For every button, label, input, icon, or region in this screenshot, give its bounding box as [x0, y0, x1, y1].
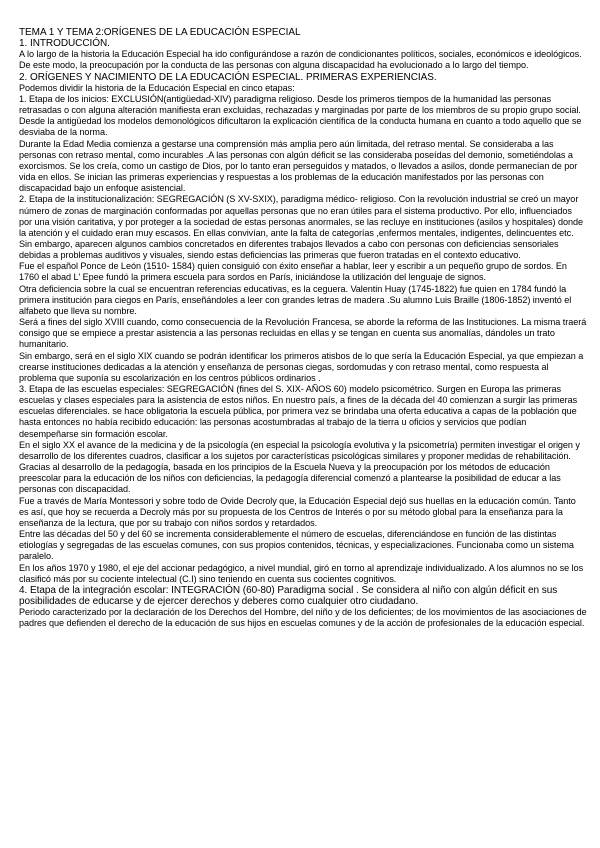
stage-3-montessori-paragraph: Fue a través de María Montessori y sobre todo de Ovide Decroly que, la Educación Especial dejó sus huellas en la educación común. Tanto es así, que hoy se recuerda a Decroly más por su propuesta de los Centros de Interés o por su método global para la enseñanza para la enseñanza de la lectura, que por su trabajo con niños sordos y retardados. [19, 495, 576, 528]
stage-2-ponce-paragraph: Fue el español Ponce de León (1510- 1584) quien consiguió con éxito enseñar a hablar, leer y escribir a un pequeño grupo de sordos. En 1760 el abad L' Epee fundó la primera escuela para sordos en París, iniciándose la utilización del lenguaje de signos. [19, 261, 567, 283]
stage-3-pedagogy-paragraph: Gracias al desarrollo de la pedagogía, basada en los principios de la Escuela Nueva y la preocupación por los métodos de educación preescolar para la educación de los niños con deficiencias, la pedagogía diferencial comenzó a plantearse la posibilidad de educar a las personas con discapacidad. [19, 462, 561, 495]
stage-3-1970-paragraph: En los años 1970 y 1980, el eje del accionar pedagógico, a nivel mundial, giró en torno al aprendizaje individualizado. A los alumnos no se los clasificó más por su cociente intelectual (C.I) sino teniendo en cuenta sus cocientes cognitivos. [19, 562, 584, 584]
section-2-heading: 2. ORÍGENES Y NACIMIENTO DE LA EDUCACIÓN ESPECIAL. PRIMERAS EXPERIENCIAS. [19, 71, 437, 83]
stage-2-paragraph: 2. Etapa de la institucionalización: SEGREGACIÓN (S XV-SXIX), paradigma médico- religioso. Con la revolución industrial se creó un mayor número de zonas de marginación conformadas por aquellas personas que no eran útiles para el sistema productivo. Por ello, influenciados por una visión caritativa, y por proteger a la sociedad de estas personas anormales, se las recluye en instituciones (asilos y hospitales) donde la atención y el cuidado eran muy escasos. En ellas convivían, ante la falta de categorías ,enfermos mentales, indigentes, delincuentes etc. Sin embargo, aparecen algunos cambios concretados en diferentes trabajos llevados a cabo con personas con deficiencias sensoriales debidas a problemas auditivos y visuales, siendo estas deficiencias las primeras que fueron tratadas en el contexto educativo. [19, 194, 583, 261]
stage-4-rights-paragraph: Periodo caracterizado por la declaración de los Derechos del Hombre, del niño y de los deficientes; de los movimientos de las asociaciones de padres que defienden el derecho de la educación de sus hijos en escuelas comunes y de la acción de profesionales de la educación especial. [19, 607, 587, 629]
document-page [19, 27, 587, 629]
stage-4-paragraph: 4. Etapa de la integración escolar: INTEGRACIÓN (60-80) Paradigma social . Se considera al niño con algún déficit en sus posibilidades de educarse y de ejercer derechos y deberes como cualquier otro ciudadano. [19, 584, 558, 607]
section-2-intro: Podemos dividir la historia de la Educación Especial en cinco etapas: [19, 82, 295, 93]
stage-3-xx-paragraph: En el siglo XX el avance de la medicina y de la psicología (en especial la psicología evolutiva y la psicometría) permiten investigar el origen y desarrollo de los diferentes cuadros, clasificar a los sujetos por características psicológicas similares y proponer medidas de rehabilitación. [19, 439, 580, 461]
stage-3-decades-paragraph: Entre las décadas del 50 y del 60 se incrementa considerablemente el número de escuelas, diferenciándose en función de las distintas etiologías y segregadas de las escuelas comunes, con sus propios contenidos, técnicas, y especializaciones. Funcionaba como un sistema paralelo. [19, 529, 574, 562]
stage-3-paragraph: 3. Etapa de las escuelas especiales: SEGREGACIÓN (fines del S. XIX- AÑOS 60) modelo psicométrico. Surgen en Europa las primeras escuelas y clases especiales para la asistencia de estos niños. En nuestro país, a fines de la década del 40 comienzan a surgir las primeras escuelas diferenciales. se hace obligatoria la escuela pública, por primera vez se brindaba una oferta educativa a capas de la población que hasta entonces no había recibido educación: las personas acostumbradas al trabajo de la tierra u oficios y servicios que podían desempeñarse sin formación escolar. [19, 384, 578, 439]
stage-2-xix-paragraph: Sin embargo, será en el siglo XIX cuando se podrán identificar los primeros atisbos de lo que sería la Educación Especial, ya que empiezan a crearse instituciones dedicadas a la atención y enseñanza de personas ciegas, sordomudas y con retraso mental, como respuesta al problema que suponía su escolarización en los centros públicos ordinarios . [19, 350, 584, 383]
stage-1-middle-ages-paragraph: Durante la Edad Media comienza a gestarse una comprensión más amplia pero aún limitada, del retraso mental. Se consideraba a las personas con retraso mental, como incurables .A las personas con algún déficit se las consideraba poseídas del demonio, sometiéndolas a exorcismos. Se los creía, como un castigo de Dios, por lo tanto eran perseguidos y matados, o llevados a asilos, donde permanecían de por vida en ellos. Se inician las primeras experiencias y respuestas a los problemas de la educación manifestados por las personas con discapacidad bajo un enfoque asistencial. [19, 138, 578, 194]
stage-1-paragraph: 1. Etapa de los inicios: EXCLUSIÓN(antigüedad-XIV) paradigma religioso. Desde los primeros tiempos de la humanidad las personas retrasadas o con alguna alteración manifiesta eran excluidas, rechazadas y marginadas por parte de los miembros de su propio grupo social. Desde la antigüedad los modelos demonológicos dificultaron la explicación científica de la conducta humana en cuanto a todo aquello que se desviaba de la norma. [19, 93, 582, 138]
stage-2-xviii-paragraph: Será a fines del siglo XVIII cuando, como consecuencia de la Revolución Francesa, se aborde la reforma de las Instituciones. La misma traerá consigo que se empiece a prestar asistencia a las personas recluidas en ellas y se tengan en cuenta sus anomalías, dándoles un trato humanitario. [19, 317, 587, 350]
section-1-paragraph: A lo largo de la historia la Educación Especial ha ido configurándose a razón de condicionantes políticos, sociales, económicos e ideológicos. De este modo, la preocupación por la conducta de las personas con alguna discapacidad ha evolucionado a lo largo del tiempo. [19, 49, 582, 71]
document-title: TEMA 1 Y TEMA 2:ORÍGENES DE LA EDUCACIÓN ESPECIAL [19, 27, 301, 38]
section-1-heading: 1. INTRODUCCIÓN. [19, 38, 110, 50]
stage-2-blindness-paragraph: Otra deficiencia sobre la cual se encuentran referencias educativas, es la ceguera. Valentin Huay (1745-1822) fue quien en 1784 fundó la primera institución para ciegos en París, enseñándoles a leer con grandes letras de madera .Su alumno Luis Braille (1806-1852) inventó el alfabeto que lleva su nombre. [19, 283, 572, 316]
